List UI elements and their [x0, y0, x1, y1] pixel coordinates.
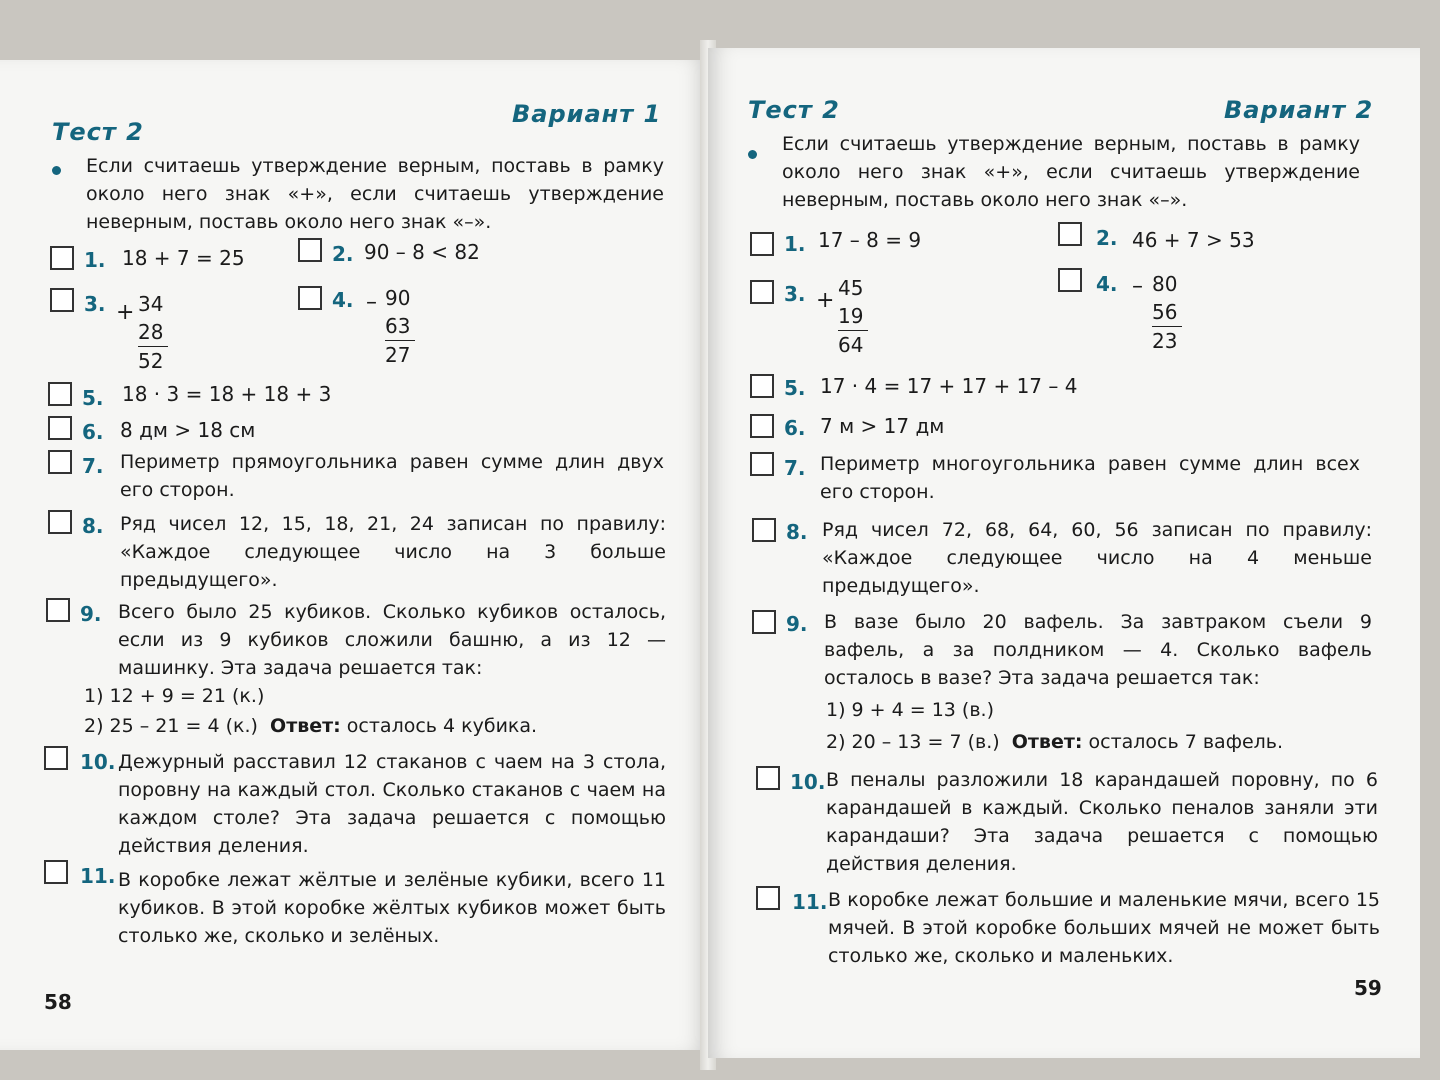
- question-number: 1.: [784, 232, 806, 256]
- minus-sign: –: [366, 290, 377, 315]
- question-number: 4.: [332, 288, 354, 312]
- question-text: Периметр прямоугольника равен сумме длин двух его сторон.: [120, 451, 664, 501]
- answer-box-1[interactable]: [50, 246, 74, 270]
- question-text: Всего было 25 кубиков. Сколько кубиков осталось, если из 9 кубиков сложили башню, а из 12 — машинку. Эта задача решается так:: [118, 601, 666, 679]
- test-title: Тест 2: [52, 118, 144, 146]
- question-number: 11.: [792, 890, 828, 914]
- solution-step-1: 1) 9 + 4 = 13 (в.): [826, 699, 994, 721]
- question-text: 7 м > 17 дм: [820, 414, 945, 438]
- answer-box-2[interactable]: [1058, 222, 1082, 246]
- question-text: 90 – 8 < 82: [364, 240, 480, 264]
- test-title: Тест 2: [748, 96, 840, 124]
- operand: 28: [138, 320, 164, 344]
- answer-box-4[interactable]: [1058, 268, 1082, 292]
- answer-box-5[interactable]: [750, 374, 774, 398]
- page-right: [708, 48, 1420, 1058]
- operand: 63: [385, 314, 411, 338]
- column-subtraction: [385, 284, 415, 369]
- result: 52: [138, 349, 164, 373]
- page-number: 58: [44, 990, 72, 1014]
- answer-box-8[interactable]: [752, 518, 776, 542]
- question-text: 17 – 8 = 9: [818, 228, 922, 252]
- answer-box-7[interactable]: [750, 452, 774, 476]
- question-number: 5.: [784, 376, 806, 400]
- question-text: В пеналы разложили 18 карандашей поровну, по 6 карандашей в каждый. Сколько пеналов заняли эти карандаши? Эта задача решается с помощью действия деления.: [826, 769, 1378, 875]
- minus-sign: –: [1132, 274, 1143, 299]
- question-number: 10.: [80, 750, 116, 774]
- question-number: 9.: [786, 612, 808, 636]
- question-text: 18 + 7 = 25: [122, 246, 245, 270]
- answer-box-9[interactable]: [752, 610, 776, 634]
- question-text: 46 + 7 > 53: [1132, 228, 1255, 252]
- question-number: 2.: [1096, 226, 1118, 250]
- answer-box-6[interactable]: [48, 416, 72, 440]
- plus-sign: +: [816, 288, 835, 313]
- question-text: В коробке лежат жёлтые и зелёные кубики, всего 11 кубиков. В этой коробке жёлтых кубиков может быть столько же, сколько и зелёных.: [118, 869, 666, 947]
- operand: 90: [385, 286, 411, 310]
- solution-step-1: 1) 12 + 9 = 21 (к.): [84, 685, 265, 707]
- question-text: В коробке лежат большие и маленькие мячи, всего 15 мячей. В этой коробке больших мячей не может быть столько же, сколько и маленьких.: [828, 889, 1380, 967]
- question-number: 3.: [84, 292, 106, 316]
- answer-box-1[interactable]: [750, 232, 774, 256]
- answer-box-7[interactable]: [48, 450, 72, 474]
- instructions: Если считаешь утверждение верным, поставь в рамку около него знак «+», если считаешь утверждение неверным, поставь около него знак «–».: [782, 133, 1360, 211]
- question-number: 6.: [82, 420, 104, 444]
- result: 23: [1152, 329, 1178, 353]
- variant-title: Вариант 1: [512, 100, 662, 128]
- question-text: Ряд чисел 12, 15, 18, 21, 24 записан по правилу: «Каждое следующее число на 3 больше предыдущего».: [120, 513, 666, 591]
- question-number: 7.: [784, 456, 806, 480]
- solution-step-2: 2) 20 – 13 = 7 (в.) Ответ: осталось 7 вафель.: [826, 731, 1284, 753]
- question-text: Дежурный расставил 12 стаканов с чаем на 3 стола, поровну на каждый стол. Сколько стаканов с чаем на каждом столе? Эта задача решается с помощью действия деления.: [118, 751, 666, 857]
- instructions: Если считаешь утверждение верным, поставь в рамку около него знак «+», если считаешь утверждение неверным, поставь около него знак «–».: [86, 155, 664, 233]
- question-number: 2.: [332, 242, 354, 266]
- plus-sign: +: [116, 300, 135, 325]
- question-number: 4.: [1096, 272, 1118, 296]
- solution-step-2: 2) 25 – 21 = 4 (к.) Ответ: осталось 4 кубика.: [84, 715, 538, 737]
- page-left: [0, 60, 708, 1050]
- question-text: Ряд чисел 72, 68, 64, 60, 56 записан по правилу: «Каждое следующее число на 4 меньше предыдущего».: [822, 519, 1372, 597]
- question-number: 11.: [80, 864, 116, 888]
- answer-box-9[interactable]: [46, 598, 70, 622]
- question-text: 18 · 3 = 18 + 18 + 3: [122, 382, 332, 406]
- column-subtraction: [1152, 270, 1182, 355]
- answer-box-8[interactable]: [48, 510, 72, 534]
- bullet-icon: [748, 150, 757, 159]
- question-text: 17 · 4 = 17 + 17 + 17 – 4: [820, 374, 1078, 398]
- question-number: 8.: [82, 514, 104, 538]
- operand: 19: [838, 304, 864, 328]
- answer-box-10[interactable]: [44, 746, 68, 770]
- answer-box-11[interactable]: [44, 860, 68, 884]
- column-addition: [138, 290, 168, 375]
- answer-label: Ответ:: [1011, 731, 1083, 753]
- question-number: 6.: [784, 416, 806, 440]
- result: 64: [838, 333, 864, 357]
- question-text: В вазе было 20 вафель. За завтраком съели 9 вафель, а за полдником — 4. Сколько вафель осталось в вазе? Эта задача решается так:: [824, 611, 1372, 689]
- operand: 45: [838, 276, 864, 300]
- page-number: 59: [1354, 976, 1382, 1000]
- answer-box-10[interactable]: [756, 766, 780, 790]
- question-number: 7.: [82, 454, 104, 478]
- answer-text: осталось 7 вафель.: [1088, 731, 1284, 753]
- question-number: 8.: [786, 520, 808, 544]
- operand: 34: [138, 292, 164, 316]
- question-number: 10.: [790, 770, 826, 794]
- operand: 56: [1152, 300, 1178, 324]
- question-text: Периметр многоугольника равен сумме длин всех его сторон.: [820, 453, 1360, 503]
- answer-box-11[interactable]: [756, 886, 780, 910]
- column-addition: [838, 274, 868, 359]
- bullet-icon: [52, 166, 61, 175]
- question-text: 8 дм > 18 см: [120, 418, 256, 442]
- variant-title: Вариант 2: [1224, 96, 1374, 124]
- operand: 80: [1152, 272, 1178, 296]
- question-number: 5.: [82, 386, 104, 410]
- answer-box-2[interactable]: [298, 238, 322, 262]
- answer-box-6[interactable]: [750, 414, 774, 438]
- answer-box-3[interactable]: [50, 288, 74, 312]
- question-number: 1.: [84, 248, 106, 272]
- result: 27: [385, 343, 411, 367]
- question-number: 3.: [784, 282, 806, 306]
- answer-box-5[interactable]: [48, 382, 72, 406]
- answer-text: осталось 4 кубика.: [346, 715, 538, 737]
- answer-box-4[interactable]: [298, 286, 322, 310]
- answer-label: Ответ:: [270, 715, 341, 737]
- question-number: 9.: [80, 602, 102, 626]
- answer-box-3[interactable]: [750, 280, 774, 304]
